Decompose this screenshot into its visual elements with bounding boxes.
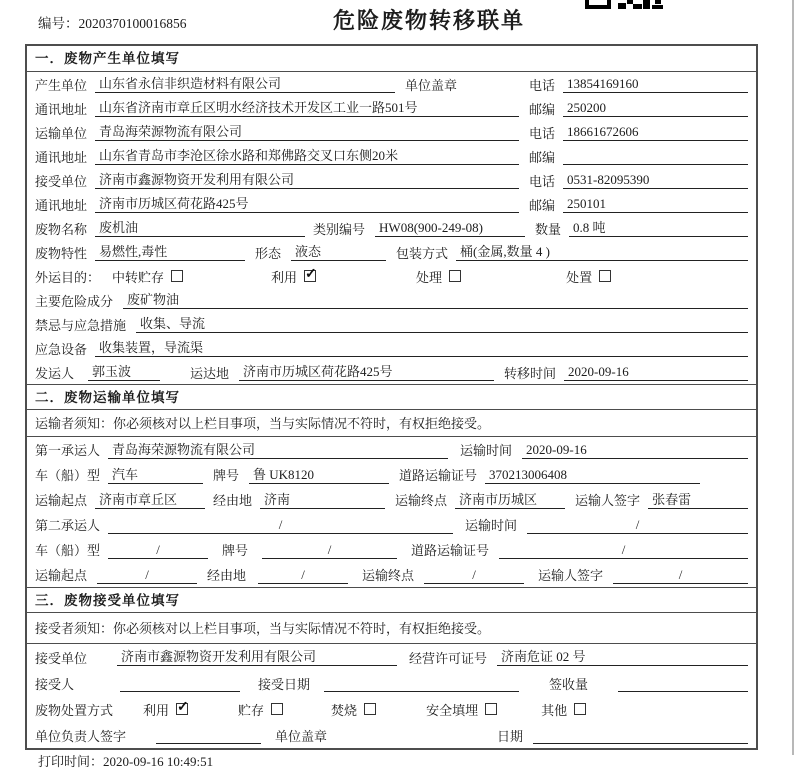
transporter-value: 青岛海荣源物流有限公司 <box>95 123 519 141</box>
route1-via: 济南 <box>260 491 385 509</box>
shipper-label: 发运人 <box>35 365 75 381</box>
route2-start: / <box>97 566 197 584</box>
qr-code-icon <box>585 0 663 9</box>
route1-end: 济南市历城区 <box>455 491 565 509</box>
signature-label: 单位负责人签字 <box>35 728 127 744</box>
print-time-label: 打印时间： <box>38 754 104 768</box>
checkbox-icon <box>176 703 188 715</box>
receive-unit-value: 济南市鑫源物资开发利用有限公司 <box>117 648 397 666</box>
checkbox-icon <box>364 703 376 715</box>
row-transporter-address <box>27 144 756 168</box>
plate-label: 牌号 <box>222 543 249 558</box>
print-time-value: 2020-09-16 10:49:51 <box>103 754 214 768</box>
checkbox-label: 贮存 <box>238 702 265 718</box>
vehicle2-value: / <box>108 541 208 559</box>
row-producer <box>27 72 756 96</box>
route-start-label: 运输起点 <box>35 568 88 583</box>
waste-name-label: 废物名称 <box>35 221 88 237</box>
producer-address: 山东省济南市章丘区明水经济技术开发区工业一路501号 <box>95 99 519 117</box>
purpose-label: 外运目的： <box>35 269 101 285</box>
route2-end: / <box>424 566 524 584</box>
phone-label: 电话 <box>528 173 555 189</box>
row-transporter <box>27 120 756 144</box>
postal-label: 邮编 <box>528 197 555 213</box>
taboo-label: 禁忌与应急措施 <box>35 317 127 333</box>
waste-props-label: 废物特性 <box>35 245 88 261</box>
vehicle-label: 车（船）型 <box>35 468 101 483</box>
address-label: 通讯地址 <box>35 197 88 213</box>
row-taboo <box>27 312 756 336</box>
qty-label: 数量 <box>535 221 562 237</box>
dest-label: 运达地 <box>190 365 230 381</box>
acceptor-label: 接受人 <box>35 676 75 692</box>
row-waste-name <box>27 216 756 240</box>
disposal-option-use <box>143 700 188 719</box>
route-end-label: 运输终点 <box>395 493 448 508</box>
purpose-option-storage <box>112 267 183 286</box>
disposal-option-other <box>541 700 586 719</box>
route-end-label: 运输终点 <box>362 568 415 583</box>
row-shipper <box>27 360 756 384</box>
producer-postal: 250200 <box>563 99 748 117</box>
row-vehicle1 <box>27 462 756 487</box>
purpose-option-dispose <box>566 267 611 286</box>
plate-label: 牌号 <box>213 468 240 483</box>
carrier1-time: 2020-09-16 <box>522 441 748 459</box>
doc-number-label: 编号： <box>38 16 79 31</box>
row-receive-unit <box>27 644 756 670</box>
license-label: 经营许可证号 <box>409 650 488 666</box>
row-route1 <box>27 487 756 512</box>
receiver-postal: 250101 <box>563 195 748 213</box>
category-code: HW08(900-249-08) <box>375 219 525 237</box>
accept-date <box>324 675 519 692</box>
checkbox-label: 其他 <box>541 702 568 718</box>
transfer-time: 2020-09-16 <box>564 363 748 381</box>
row-receiver <box>27 168 756 192</box>
sign-label: 运输人签字 <box>538 568 604 583</box>
phone-label: 电话 <box>528 125 555 141</box>
receive-unit-label: 接受单位 <box>35 650 88 666</box>
row-equipment <box>27 336 756 360</box>
doc-number <box>38 12 187 32</box>
disposal-option-burn <box>331 700 376 719</box>
section2-notice: 运输者须知：你必须核对以上栏目事项，当与实际情况不符时，有权拒绝接受。 <box>27 410 756 437</box>
shipper-value: 郭玉波 <box>88 363 160 381</box>
section3-notice: 接受者须知：你必须核对以上栏目事项，当与实际情况不符时，有权拒绝接受。 <box>27 613 756 644</box>
receiver-address: 济南市历城区荷花路425号 <box>95 195 519 213</box>
checkbox-icon <box>271 703 283 715</box>
section-receive <box>27 587 756 748</box>
plate2-value: / <box>262 541 397 559</box>
purpose-option-treat <box>416 267 461 286</box>
route2-via: / <box>258 566 348 584</box>
transfer-time-label: 转移时间 <box>504 365 557 381</box>
receiver-value: 济南市鑫源物资开发利用有限公司 <box>95 171 519 189</box>
hazard-label: 主要危险成分 <box>35 293 114 309</box>
packing-value: 桶(金属,数量 4 ) <box>456 243 748 261</box>
doc-number-value: 2020370100016856 <box>78 16 187 31</box>
form-value: 液态 <box>291 243 386 261</box>
section1-header: 一．废物产生单位填写 <box>27 46 756 72</box>
date-value <box>533 727 748 744</box>
transporter-phone: 18661672606 <box>563 123 748 141</box>
route1-start: 济南市章丘区 <box>95 491 205 509</box>
row-producer-address <box>27 96 756 120</box>
transporter-postal <box>563 148 748 165</box>
sign-label: 运输人签字 <box>575 493 641 508</box>
permit-label: 道路运输证号 <box>411 543 490 558</box>
carrier1-value: 青岛海荣源物流有限公司 <box>108 441 448 459</box>
checkbox-label: 安全填埋 <box>426 702 479 718</box>
checkbox-label: 焚烧 <box>331 702 358 718</box>
form-label: 形态 <box>255 245 282 261</box>
transporter-address: 山东省青岛市李沧区徐水路和郑佛路交叉口东侧20米 <box>95 147 519 165</box>
via-label: 经由地 <box>213 493 253 508</box>
checkbox-icon <box>304 270 316 282</box>
signature-value <box>156 727 261 744</box>
receiver-label: 接受单位 <box>35 173 88 189</box>
checkbox-label: 利用 <box>271 269 298 285</box>
permit1-value: 370213006408 <box>485 466 700 484</box>
hazard-value: 废矿物油 <box>123 291 748 309</box>
amount-label: 签收量 <box>549 676 589 692</box>
vehicle-label: 车（船）型 <box>35 543 101 558</box>
section3-header: 三．废物接受单位填写 <box>27 587 756 613</box>
section-producer <box>27 46 756 384</box>
producer-value: 山东省永信非织造材料有限公司 <box>95 75 395 93</box>
route1-sign: 张春雷 <box>648 491 748 509</box>
equipment-value: 收集装置，导流渠 <box>95 339 748 357</box>
date-label: 日期 <box>496 728 523 744</box>
time-label: 运输时间 <box>465 518 518 533</box>
dest-value: 济南市历城区荷花路425号 <box>239 363 494 381</box>
transfer-form <box>25 44 758 750</box>
accept-date-label: 接受日期 <box>258 676 311 692</box>
checkbox-icon <box>171 270 183 282</box>
producer-label: 产生单位 <box>35 77 88 93</box>
disposal-option-store <box>238 700 283 719</box>
checkbox-icon <box>599 270 611 282</box>
postal-label: 邮编 <box>528 149 555 165</box>
via-label: 经由地 <box>207 568 247 583</box>
transporter-label: 运输单位 <box>35 125 88 141</box>
row-signature <box>27 722 756 748</box>
amount-value <box>618 675 748 692</box>
checkbox-icon <box>449 270 461 282</box>
acceptor-value <box>120 675 240 692</box>
carrier1-label: 第一承运人 <box>35 443 101 458</box>
receiver-phone: 0531-82095390 <box>563 171 748 189</box>
row-carrier1 <box>27 437 756 462</box>
vehicle1-value: 汽车 <box>108 466 203 484</box>
waste-name: 废机油 <box>95 219 305 237</box>
producer-phone: 13854169160 <box>563 75 748 93</box>
taboo-value: 收集、导流 <box>136 315 748 333</box>
print-time <box>38 751 213 768</box>
address-label: 通讯地址 <box>35 149 88 165</box>
checkbox-icon <box>485 703 497 715</box>
row-purpose <box>27 264 756 288</box>
packing-label: 包装方式 <box>396 245 449 261</box>
row-vehicle2 <box>27 537 756 562</box>
disposal-option-landfill <box>426 700 497 719</box>
license-value: 济南危证 02 号 <box>497 648 748 666</box>
row-disposal <box>27 696 756 722</box>
phone-label: 电话 <box>528 77 555 93</box>
route-start-label: 运输起点 <box>35 493 88 508</box>
row-acceptor <box>27 670 756 696</box>
plate1-value: 鲁 UK8120 <box>249 466 389 484</box>
carrier2-time: / <box>527 516 748 534</box>
equipment-label: 应急设备 <box>35 341 88 357</box>
permit-label: 道路运输证号 <box>399 468 478 483</box>
seal-label: 单位盖章 <box>405 77 458 93</box>
checkbox-label: 利用 <box>143 702 170 718</box>
section2-header: 二．废物运输单位填写 <box>27 384 756 410</box>
time-label: 运输时间 <box>460 443 513 458</box>
qty-value: 0.8 吨 <box>569 219 748 237</box>
row-carrier2 <box>27 512 756 537</box>
seal-label: 单位盖章 <box>275 728 328 744</box>
row-receiver-address <box>27 192 756 216</box>
checkbox-icon <box>574 703 586 715</box>
checkbox-label: 处置 <box>566 269 593 285</box>
page-edge-line <box>792 0 794 755</box>
waste-props: 易燃性,毒性 <box>95 243 245 261</box>
row-route2 <box>27 562 756 587</box>
route2-sign: / <box>613 566 748 584</box>
carrier2-value: / <box>108 516 453 534</box>
page-title: 危险废物转移联单 <box>333 8 526 33</box>
category-label: 类别编号 <box>313 221 366 237</box>
section-transport <box>27 384 756 587</box>
row-waste-props <box>27 240 756 264</box>
checkbox-label: 处理 <box>416 269 443 285</box>
permit2-value: / <box>499 541 748 559</box>
row-hazard <box>27 288 756 312</box>
address-label: 通讯地址 <box>35 101 88 117</box>
disposal-label: 废物处置方式 <box>35 702 114 718</box>
checkbox-label: 中转贮存 <box>112 269 165 285</box>
carrier2-label: 第二承运人 <box>35 518 101 533</box>
purpose-option-use <box>271 267 316 286</box>
postal-label: 邮编 <box>528 101 555 117</box>
